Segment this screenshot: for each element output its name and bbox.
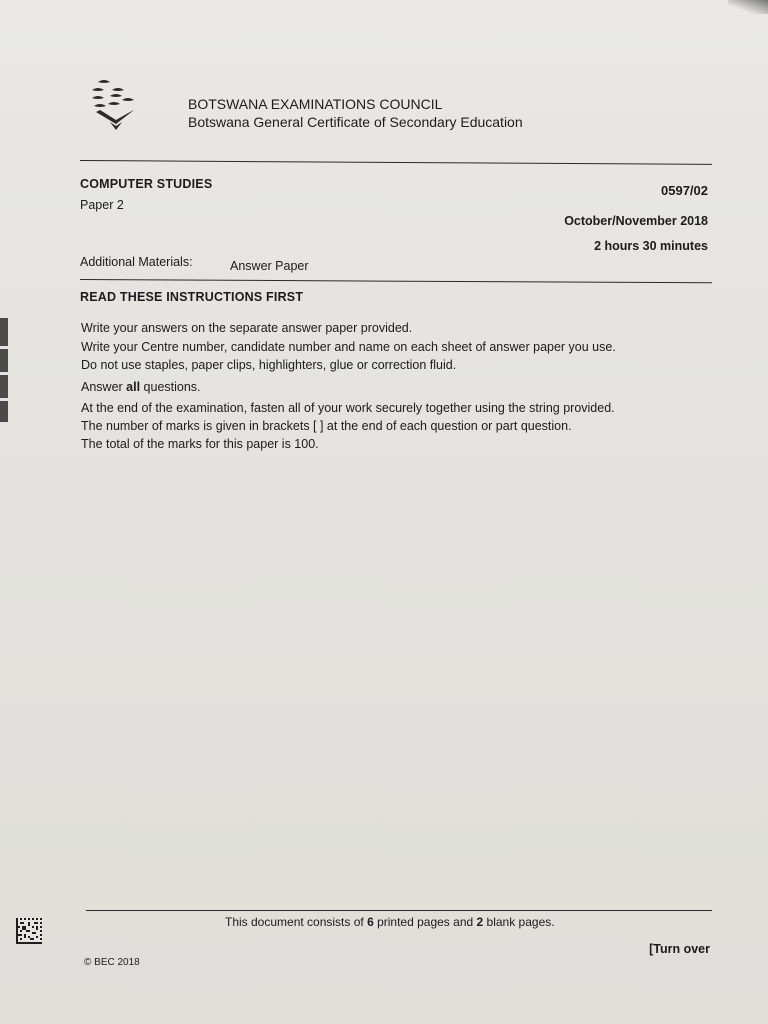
binding-tick <box>0 346 8 349</box>
printed-pages-count: 6 <box>367 915 374 929</box>
paper-code: 0597/02 <box>661 183 708 198</box>
note-text: This document consists of <box>225 915 368 929</box>
instruction-line: Write your Centre number, candidate number and name on each sheet of answer paper you use. <box>81 340 616 354</box>
instruction-text: questions. <box>140 380 201 394</box>
turn-over-label: [Turn over <box>649 942 710 956</box>
instruction-line: The total of the marks for this paper is 100. <box>81 437 319 451</box>
blank-pages-count: 2 <box>476 915 484 929</box>
binding-tick <box>0 398 8 401</box>
datamatrix-barcode-icon <box>16 918 42 944</box>
instructions-divider <box>80 279 712 283</box>
instruction-emphasis: all <box>126 380 141 394</box>
qualification-name: Botswana General Certificate of Secondary Education <box>188 114 523 130</box>
copyright-notice: © BEC 2018 <box>84 957 140 968</box>
note-text: blank pages. <box>483 915 555 929</box>
instruction-line-answer-all <box>81 380 201 394</box>
binding-tick <box>0 372 8 375</box>
subject-title: COMPUTER STUDIES <box>80 177 213 191</box>
page-count-note <box>225 915 555 929</box>
footer-divider <box>86 910 712 911</box>
page-corner-shadow <box>728 0 768 14</box>
paper-number: Paper 2 <box>80 198 124 212</box>
instruction-line: Write your answers on the separate answer paper provided. <box>81 321 413 335</box>
page-edge-binding <box>0 318 8 422</box>
instructions-heading: READ THESE INSTRUCTIONS FIRST <box>80 290 304 304</box>
note-text: printed pages and <box>373 915 477 929</box>
instruction-line: The number of marks is given in brackets [ ] at the end of each question or part question. <box>81 419 572 433</box>
exam-session: October/November 2018 <box>564 214 708 228</box>
instruction-line: Do not use staples, paper clips, highlighters, glue or correction fluid. <box>81 358 457 372</box>
additional-materials-label: Additional Materials: <box>80 255 193 269</box>
header-divider <box>80 160 712 165</box>
bec-logo-icon <box>88 76 138 136</box>
instruction-text: Answer <box>81 380 127 394</box>
additional-materials-value: Answer Paper <box>230 259 309 273</box>
exam-duration: 2 hours 30 minutes <box>594 239 708 253</box>
organisation-name: BOTSWANA EXAMINATIONS COUNCIL <box>188 96 443 112</box>
instruction-line: At the end of the examination, fasten all of your work securely together using the string provided. <box>81 401 615 415</box>
